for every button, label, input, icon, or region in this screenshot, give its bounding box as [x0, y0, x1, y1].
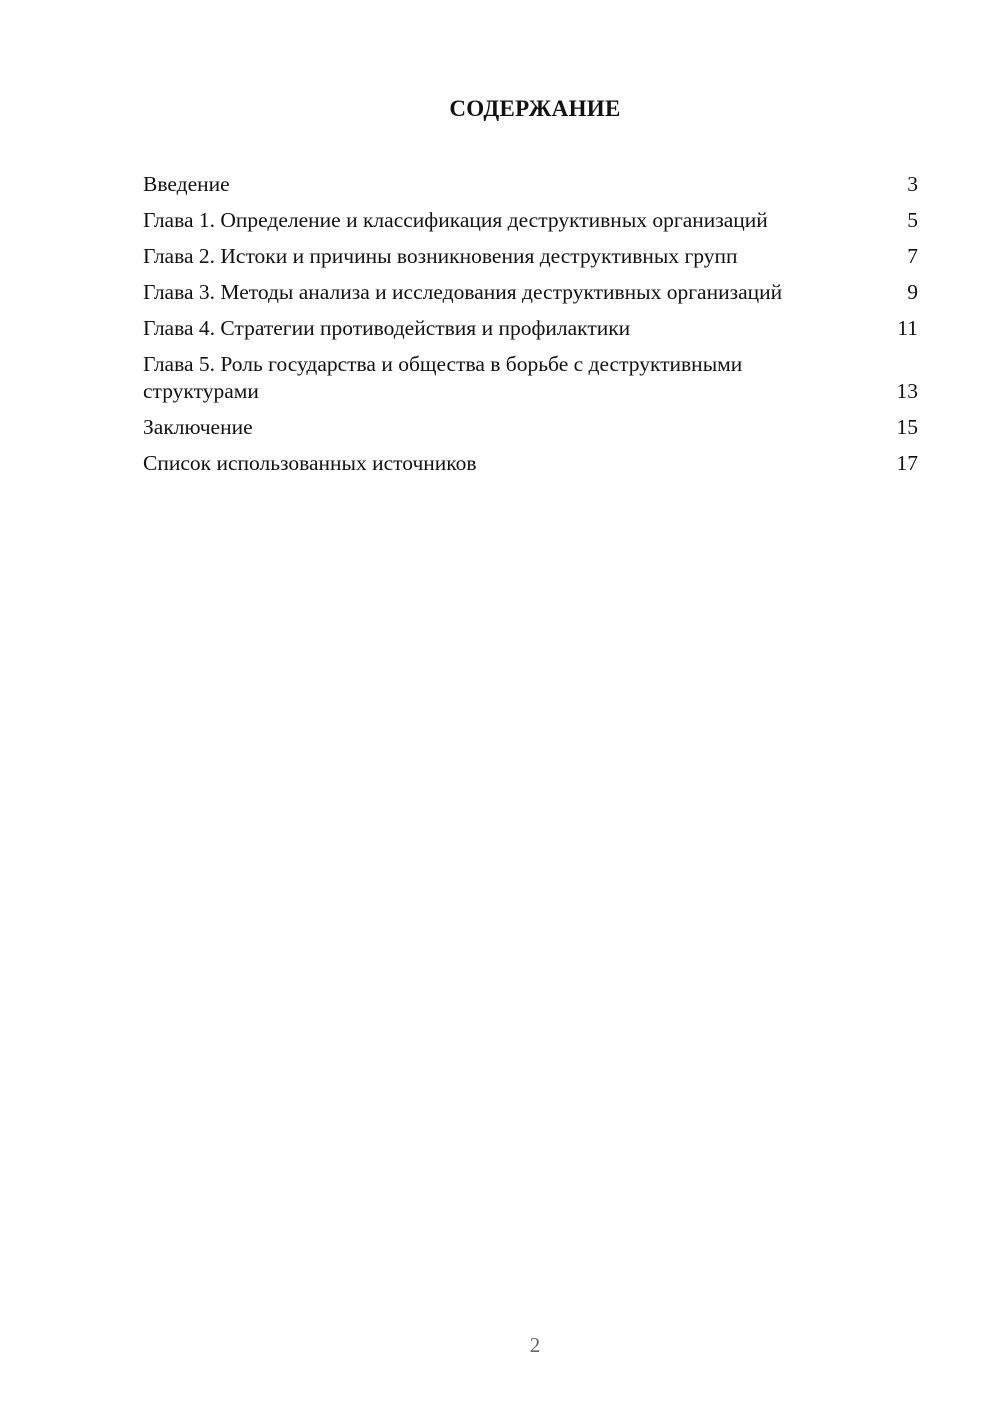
toc-entry-text: Глава 5. Роль государства и общества в борьбе с деструктивными структурами	[143, 352, 743, 403]
toc-entry-page: 15	[896, 415, 918, 439]
toc-entry-text: Глава 2. Истоки и причины возникновения деструктивных групп	[143, 244, 738, 268]
page-title: СОДЕРЖАНИЕ	[449, 96, 621, 121]
toc-entry-text: Заключение	[143, 415, 253, 439]
toc-entry-text: Глава 3. Методы анализа и исследования деструктивных организаций	[143, 280, 783, 304]
page-number: 2	[529, 1333, 541, 1357]
toc-entry-chapter-4[interactable]	[143, 315, 918, 342]
toc-entry-text: Глава 4. Стратегии противодействия и профилактики	[143, 316, 631, 340]
table-of-contents	[143, 171, 918, 486]
toc-entry-chapter-1[interactable]	[143, 207, 918, 234]
toc-entry-page: 9	[907, 280, 918, 304]
toc-entry-text: Глава 1. Определение и классификация деструктивных организаций	[143, 208, 768, 232]
toc-entry-conclusion[interactable]	[143, 414, 918, 441]
toc-entry-page: 17	[896, 451, 918, 475]
toc-entry-page: 13	[896, 379, 918, 403]
toc-entry-references[interactable]	[143, 450, 918, 477]
toc-entry-page: 7	[907, 244, 918, 268]
toc-entry-chapter-2[interactable]	[143, 243, 918, 270]
toc-entry-text: Введение	[143, 172, 230, 196]
toc-entry-page: 11	[897, 316, 918, 340]
toc-entry-page: 3	[907, 172, 918, 196]
toc-entry-text: Список использованных источников	[143, 451, 477, 475]
toc-entry-introduction[interactable]	[143, 171, 918, 198]
toc-entry-page: 5	[907, 208, 918, 232]
toc-entry-chapter-5[interactable]	[143, 351, 918, 405]
toc-entry-chapter-3[interactable]	[143, 279, 918, 306]
